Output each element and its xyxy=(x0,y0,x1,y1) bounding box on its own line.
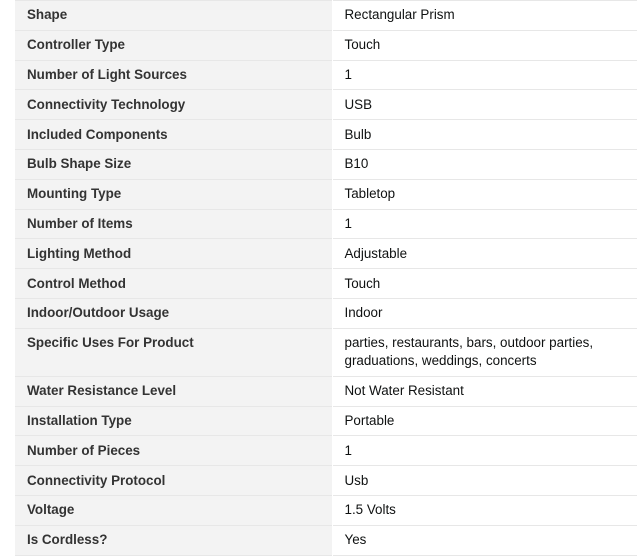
spec-value: 1.5 Volts xyxy=(332,495,637,525)
spec-value: Bulb xyxy=(332,120,637,150)
spec-label: Is Cordless? xyxy=(15,525,332,555)
spec-label: Bulb Shape Size xyxy=(15,149,332,179)
spec-value: 1 xyxy=(332,60,637,90)
spec-value: 1 xyxy=(332,209,637,239)
spec-row-included-components xyxy=(15,120,637,150)
spec-value: Not Water Resistant xyxy=(332,376,637,406)
spec-value: Rectangular Prism xyxy=(332,1,637,31)
spec-value: Usb xyxy=(332,466,637,496)
spec-label: Connectivity Protocol xyxy=(15,466,332,496)
spec-value: Touch xyxy=(332,269,637,299)
spec-row-control-method xyxy=(15,269,637,299)
spec-label: Lighting Method xyxy=(15,239,332,269)
spec-value: 1 xyxy=(332,436,637,466)
spec-value: B10 xyxy=(332,149,637,179)
spec-label: Number of Pieces xyxy=(15,436,332,466)
spec-row-number-of-items xyxy=(15,209,637,239)
spec-value: Tabletop xyxy=(332,179,637,209)
spec-value: parties, restaurants, bars, outdoor parties, graduations, weddings, concerts xyxy=(332,328,637,376)
spec-row-controller-type xyxy=(15,30,637,60)
spec-row-bulb-shape-size xyxy=(15,149,637,179)
spec-value: USB xyxy=(332,90,637,120)
product-specifications-table xyxy=(15,0,637,556)
spec-row-connectivity-technology xyxy=(15,90,637,120)
spec-row-number-of-light-sources xyxy=(15,60,637,90)
spec-row-shape xyxy=(15,1,637,31)
spec-label: Mounting Type xyxy=(15,179,332,209)
spec-row-connectivity-protocol xyxy=(15,466,637,496)
spec-label: Number of Light Sources xyxy=(15,60,332,90)
spec-label: Shape xyxy=(15,1,332,31)
spec-label: Included Components xyxy=(15,120,332,150)
spec-label: Connectivity Technology xyxy=(15,90,332,120)
spec-row-indoor-outdoor-usage xyxy=(15,298,637,328)
spec-row-number-of-pieces xyxy=(15,436,637,466)
spec-row-voltage xyxy=(15,495,637,525)
spec-value: Yes xyxy=(332,525,637,555)
spec-label: Controller Type xyxy=(15,30,332,60)
spec-row-water-resistance-level xyxy=(15,376,637,406)
spec-label: Specific Uses For Product xyxy=(15,328,332,376)
spec-value: Portable xyxy=(332,406,637,436)
spec-label: Number of Items xyxy=(15,209,332,239)
spec-row-lighting-method xyxy=(15,239,637,269)
spec-value: Indoor xyxy=(332,298,637,328)
spec-label: Voltage xyxy=(15,495,332,525)
spec-row-installation-type xyxy=(15,406,637,436)
spec-label: Control Method xyxy=(15,269,332,299)
spec-value: Touch xyxy=(332,30,637,60)
spec-label: Water Resistance Level xyxy=(15,376,332,406)
spec-value: Adjustable xyxy=(332,239,637,269)
spec-row-mounting-type xyxy=(15,179,637,209)
spec-label: Indoor/Outdoor Usage xyxy=(15,298,332,328)
spec-row-specific-uses xyxy=(15,328,637,376)
spec-label: Installation Type xyxy=(15,406,332,436)
spec-row-is-cordless xyxy=(15,525,637,555)
